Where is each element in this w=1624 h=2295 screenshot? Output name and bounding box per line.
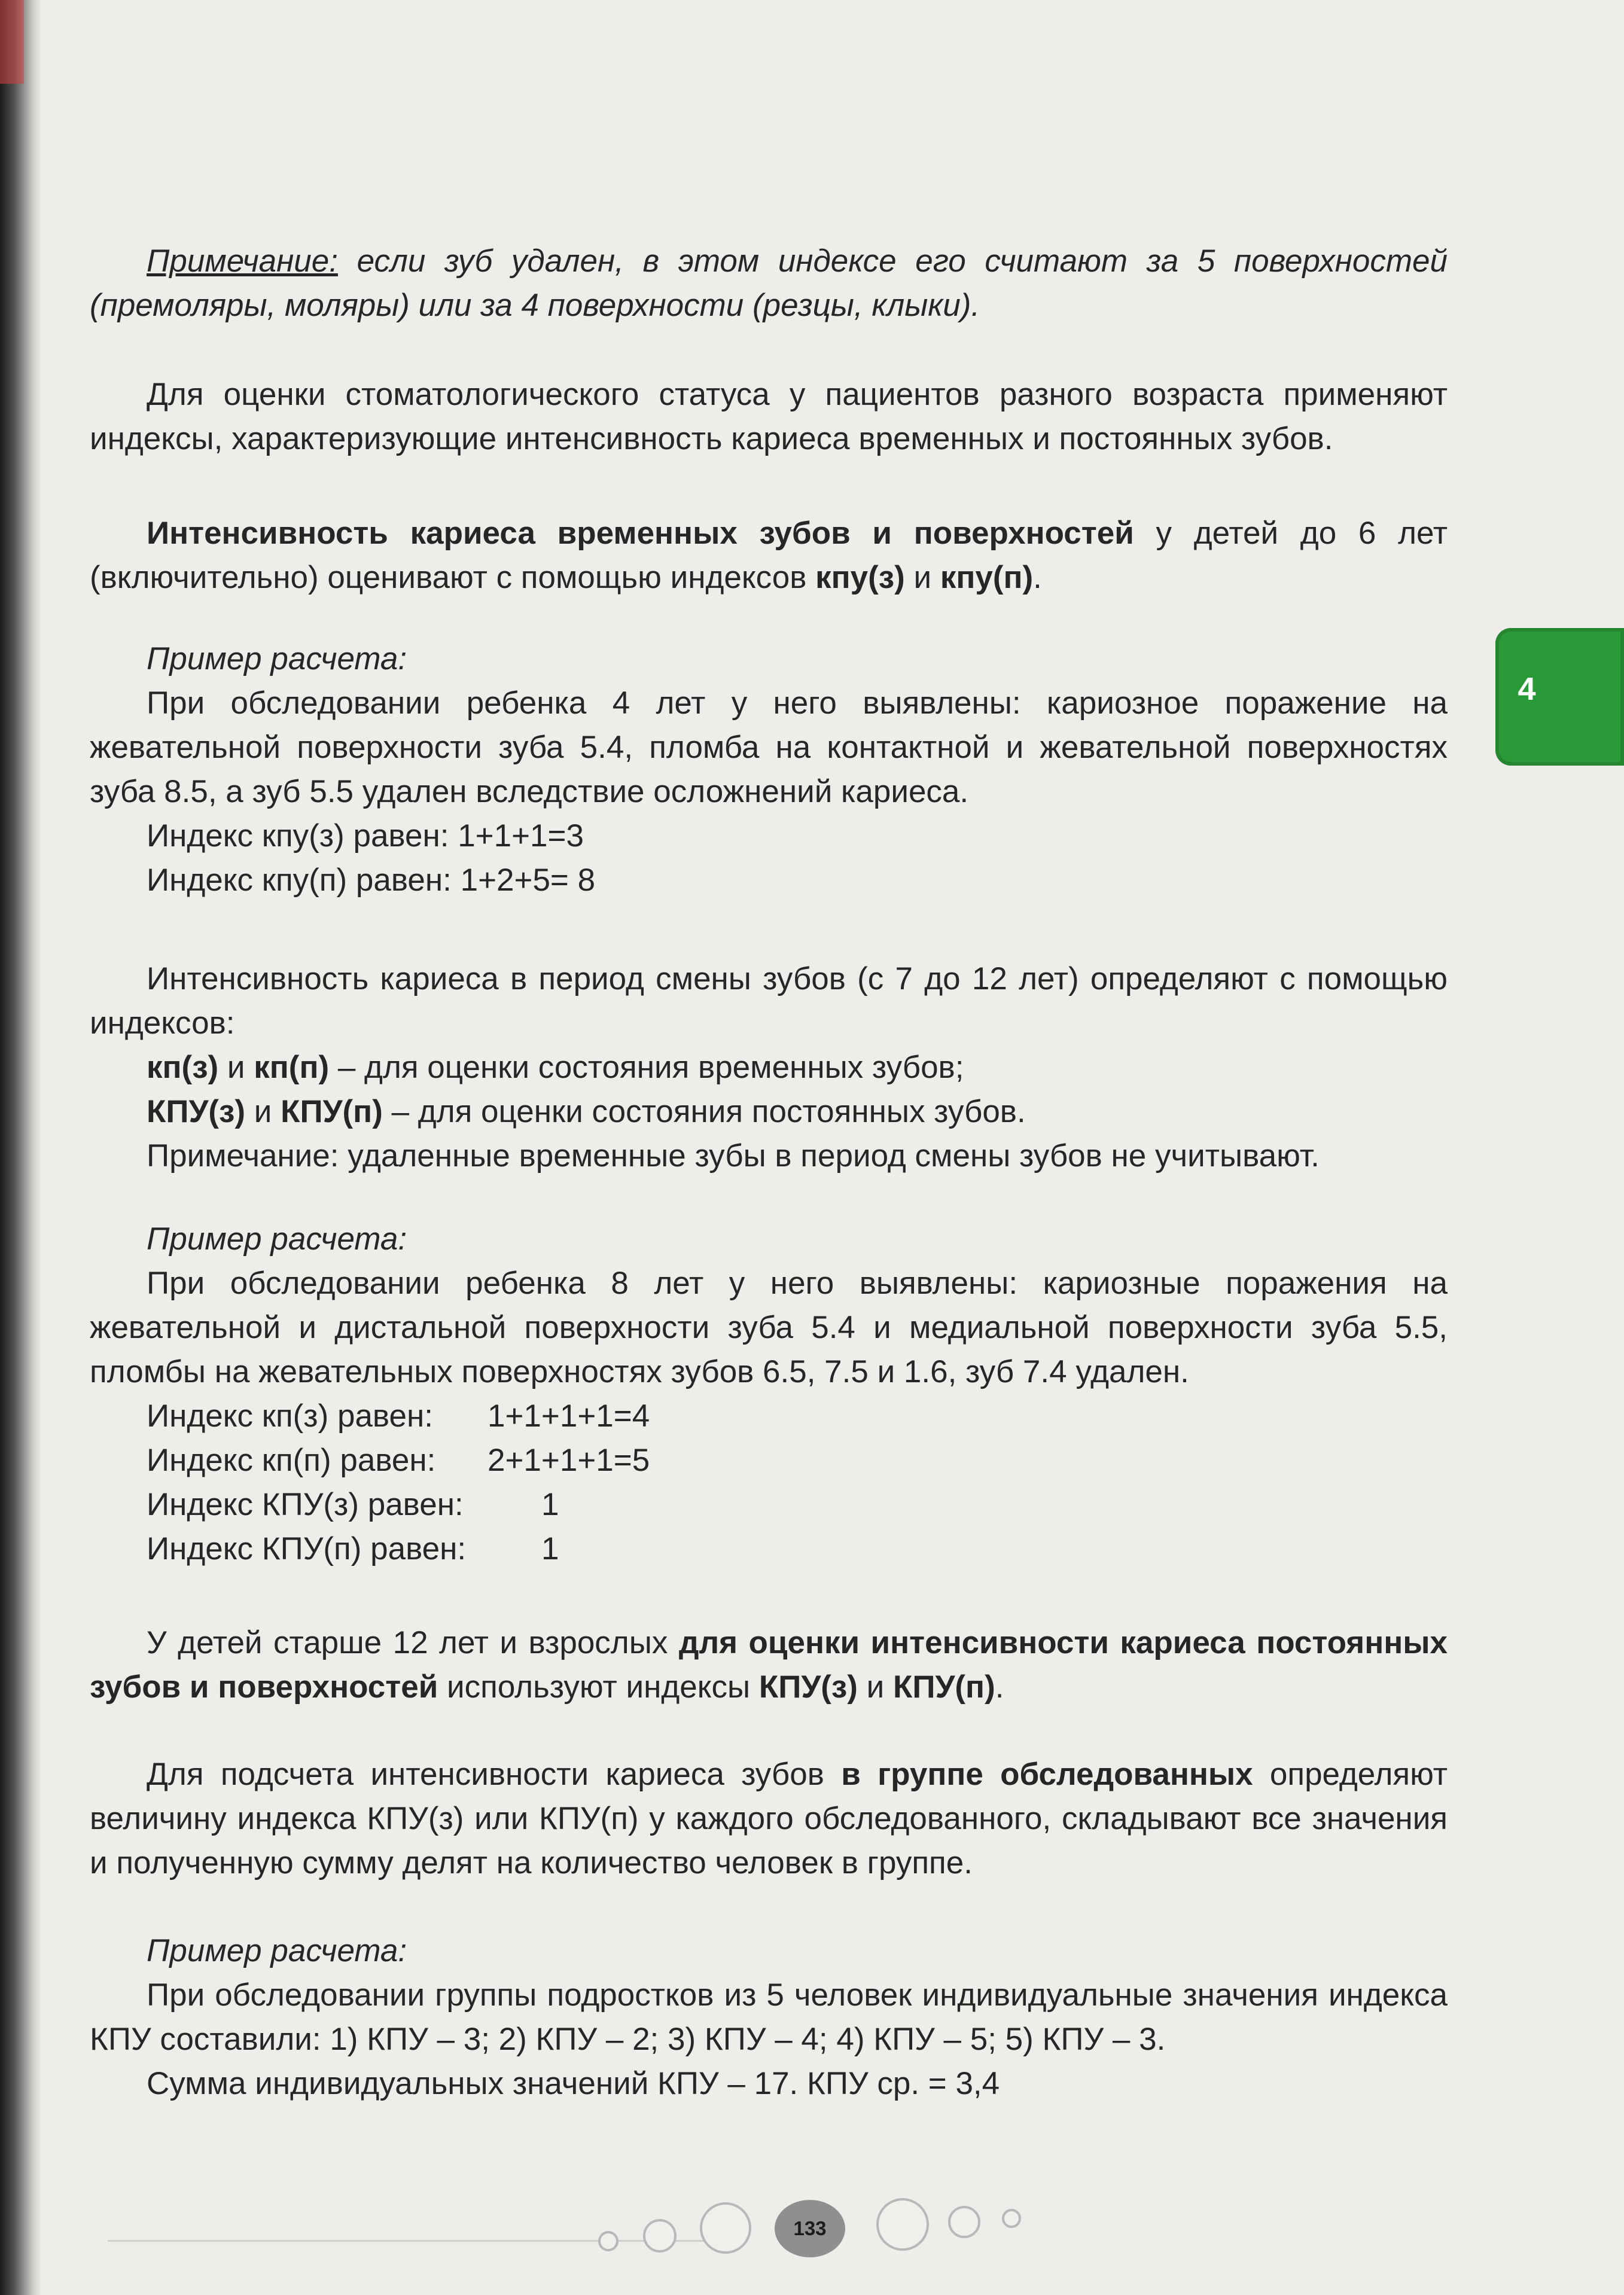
section4-text2: определяют величину индекса КПУ(з) или КПУ(п) у каждого обследованного, складывают все значения и полученную сумму делят на количество человек в группе. [90,1757,1448,1881]
section3-text2: используют индексы [438,1669,759,1705]
example3-block [90,1929,1448,2106]
section2-item1-index-b: кп(п) [254,1050,330,1085]
section1-index2: кпу(п) [940,560,1034,595]
example2-row-label: Индекс КПУ(п) равен: [147,1531,467,1566]
section2-item2-and: и [245,1094,281,1129]
example2-text: При обследовании ребенка 8 лет у него выявлены: кариозные поражения на жевательной и дистальной поверхности зуба 5.4 и медиальной поверхности зуба 5.5, пломбы на жевательных поверхностях зубов 6.5, 7.5 и 1.6, зуб 7.4 удален. [90,1266,1448,1389]
example1-line2: Индекс кпу(п) равен: 1+2+5= 8 [147,862,596,898]
decor-bubble [876,2198,929,2251]
section2-item1-index-a: кп(з) [147,1050,219,1085]
decor-bubble [598,2231,618,2251]
intro-paragraph: Для оценки стоматологического статуса у пациентов разного возраста применяют индексы, характеризующие интенсивность кариеса временных и постоянных зубов. [90,377,1448,456]
note-label: Примечание: [147,243,338,279]
example2-row-value: 1+1+1+1=4 [487,1398,650,1434]
section2-note: Примечание: удаленные временные зубы в период смены зубов не учитывают. [147,1138,1320,1174]
section3-bold: для оценки интенсивности кариеса постоянных зубов и поверхностей [90,1625,1448,1705]
example3-sum: Сумма индивидуальных значений КПУ – 17. КПУ ср. = 3,4 [147,2066,1000,2101]
section2-item2-index-a: КПУ(з) [147,1094,246,1129]
section1-index1: кпу(з) [815,560,905,595]
section1-text: у детей до 6 лет (включительно) оценивают с помощью индексов [90,516,1448,595]
example2-row-label: Индекс кп(п) равен: [147,1443,436,1478]
section2-item2-rest: – для оценки состояния постоянных зубов. [382,1094,1026,1129]
decor-bubble [1002,2209,1021,2228]
section3-index2: КПУ(п) [893,1669,995,1705]
page-edge-shadow [0,0,42,2295]
section2-block [90,957,1448,1178]
section4-bold: в группе обследованных [841,1757,1253,1792]
example2-row-value: 1 [541,1531,559,1566]
note-paragraph [90,239,1448,328]
footer-line [108,2240,712,2242]
section3-paragraph [90,1621,1448,1709]
section3-index1: КПУ(з) [758,1669,858,1705]
example2-row [90,1394,1448,1438]
section3-text1: У детей старше 12 лет и взрослых [147,1625,679,1660]
decor-bubble [700,2202,751,2254]
section2-item1 [90,1046,1448,1090]
section4-text1: Для подсчета интенсивности кариеса зубов [147,1757,842,1792]
example1-block [90,637,1448,903]
section1-and: и [904,560,940,595]
section2-item2 [90,1090,1448,1134]
page-number: 133 [775,2200,845,2257]
example2-row-label: Индекс кп(з) равен: [147,1398,433,1434]
section1-bold: Интенсивность кариеса временных зубов и поверхностей [147,516,1134,551]
chapter-tab [1495,628,1624,766]
section2-item1-and: и [218,1050,254,1085]
section2-item2-index-b: КПУ(п) [281,1094,383,1129]
section2-paragraph: Интенсивность кариеса в период смены зубов (с 7 до 12 лет) определяют с помощью индексов: [90,961,1448,1041]
example2-row-value: 2+1+1+1=5 [487,1443,650,1478]
section4-paragraph [90,1753,1448,1885]
example3-text: При обследовании группы подростков из 5 человек индивидуальные значения индекса КПУ составили: 1) КПУ – 3; 2) КПУ – 2; 3) КПУ – 4; 4) КПУ – 5; 5) КПУ – 3. [90,1977,1448,2057]
chapter-tab-number: 4 [1518,671,1536,707]
note-block [90,239,1448,328]
section3-end: . [995,1669,1004,1705]
intro-block [90,373,1448,461]
example3-heading: Пример расчета: [147,1933,407,1968]
section1-block [90,511,1448,600]
example2-row [90,1527,1448,1571]
decor-bubble [643,2219,677,2253]
section3-and: и [857,1669,893,1705]
example1-text: При обследовании ребенка 4 лет у него выявлены: кариозное поражение на жевательной поверхности зуба 5.4, пломба на контактной и жевательной поверхностях зуба 8.5, а зуб 5.5 удален вследствие осложнений кариеса. [90,685,1448,809]
section4-block [90,1753,1448,1885]
section1-paragraph [90,511,1448,600]
section3-block [90,1621,1448,1709]
page-edge-mark [0,0,24,84]
example2-row [90,1438,1448,1483]
example2-heading: Пример расчета: [147,1221,407,1257]
decor-bubble [948,2206,980,2238]
example2-block [90,1217,1448,1571]
example1-line1: Индекс кпу(з) равен: 1+1+1=3 [147,818,584,854]
example2-row-label: Индекс КПУ(з) равен: [147,1487,464,1522]
section2-item1-rest: – для оценки состояния временных зубов; [329,1050,964,1085]
example1-heading: Пример расчета: [147,641,407,676]
section1-end: . [1033,560,1042,595]
example2-row-value: 1 [541,1487,559,1522]
note-text: если зуб удален, в этом индексе его считают за 5 поверхностей (премоляры, моляры) или за 4 поверхности (резцы, клыки). [90,243,1448,323]
example2-row [90,1483,1448,1527]
